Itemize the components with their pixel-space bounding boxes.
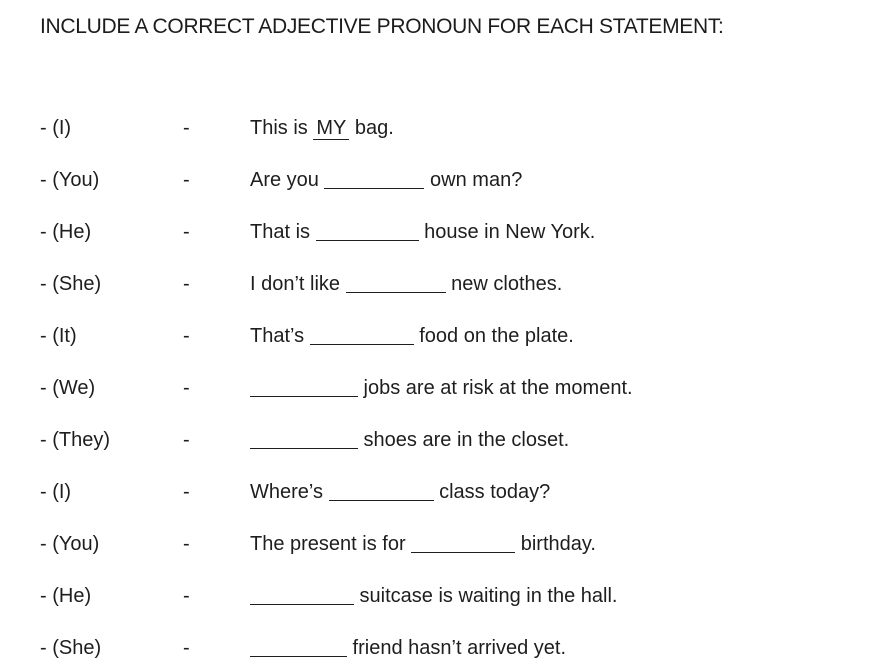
sentence	[250, 532, 869, 555]
sentence-text: own man?	[424, 169, 523, 191]
exercise-row	[40, 636, 869, 659]
sentence-text: I don’t like	[250, 273, 346, 295]
separator-dash: -	[183, 273, 190, 295]
pronoun-hint: - (I)	[40, 481, 72, 503]
sentence-text: shoes are in the closet.	[358, 429, 570, 451]
separator-dash: -	[183, 169, 190, 191]
exercise-row	[40, 117, 869, 139]
sentence-text: bag.	[349, 117, 394, 139]
pronoun-hint: - (You)	[40, 533, 100, 555]
exercise-list	[40, 117, 869, 659]
exercise-row	[40, 480, 869, 503]
fill-in-blank-line	[310, 324, 414, 345]
fill-in-blank-line	[316, 220, 419, 241]
sentence-text: The present is for	[250, 533, 412, 555]
fill-in-blank-line	[250, 428, 358, 449]
sentence	[250, 480, 869, 503]
sentence-text: new clothes.	[445, 273, 563, 295]
sentence	[250, 272, 869, 295]
sentence-text: suitcase is waiting in the hall.	[354, 585, 618, 607]
sentence	[250, 376, 869, 399]
exercise-row	[40, 272, 869, 295]
fill-in-blank-line	[329, 480, 434, 501]
sentence-text: food on the plate.	[413, 325, 574, 347]
sentence-text: Where’s	[250, 481, 329, 503]
fill-in-blank-line	[411, 532, 515, 553]
sentence	[250, 220, 869, 243]
exercise-row	[40, 532, 869, 555]
separator-dash: -	[183, 325, 190, 347]
pronoun-hint: - (We)	[40, 377, 96, 399]
sentence	[250, 117, 869, 139]
fill-in-blank-line	[346, 272, 446, 293]
exercise-row	[40, 220, 869, 243]
exercise-row	[40, 168, 869, 191]
sentence	[250, 168, 869, 191]
separator-dash: -	[183, 481, 190, 503]
pronoun-hint: - (He)	[40, 221, 92, 243]
worksheet-title: INCLUDE A CORRECT ADJECTIVE PRONOUN FOR EACH STATEMENT:	[40, 15, 724, 38]
fill-in-blank-line	[250, 636, 347, 657]
sentence-text: That is	[250, 221, 316, 243]
sentence-text: Are you	[250, 169, 325, 191]
sentence-text: This is	[250, 117, 314, 139]
separator-dash: -	[183, 585, 190, 607]
sentence-text: jobs are at risk at the moment.	[358, 377, 633, 399]
separator-dash: -	[183, 377, 190, 399]
pronoun-hint: - (She)	[40, 637, 102, 659]
sentence-text: class today?	[433, 481, 551, 503]
separator-dash: -	[183, 429, 190, 451]
sentence-text: friend hasn’t arrived yet.	[347, 637, 566, 659]
sentence	[250, 428, 869, 451]
fill-in-blank-line	[324, 168, 424, 189]
underlined-word: MY	[313, 117, 349, 140]
sentence-text: That’s	[250, 325, 310, 347]
sentence	[250, 584, 869, 607]
exercise-row	[40, 428, 869, 451]
separator-dash: -	[183, 117, 190, 139]
separator-dash: -	[183, 637, 190, 659]
pronoun-hint: - (You)	[40, 169, 100, 191]
exercise-row	[40, 376, 869, 399]
separator-dash: -	[183, 533, 190, 555]
pronoun-hint: - (She)	[40, 273, 102, 295]
sentence	[250, 636, 869, 659]
sentence	[250, 324, 869, 347]
sentence-text: birthday.	[515, 533, 596, 555]
pronoun-hint: - (They)	[40, 429, 110, 451]
pronoun-hint: - (It)	[40, 325, 77, 347]
exercise-row	[40, 324, 869, 347]
fill-in-blank-line	[250, 584, 354, 605]
pronoun-hint: - (He)	[40, 585, 92, 607]
exercise-row	[40, 584, 869, 607]
sentence-text: house in New York.	[418, 221, 596, 243]
separator-dash: -	[183, 221, 190, 243]
fill-in-blank-line	[250, 376, 358, 397]
pronoun-hint: - (I)	[40, 117, 72, 139]
